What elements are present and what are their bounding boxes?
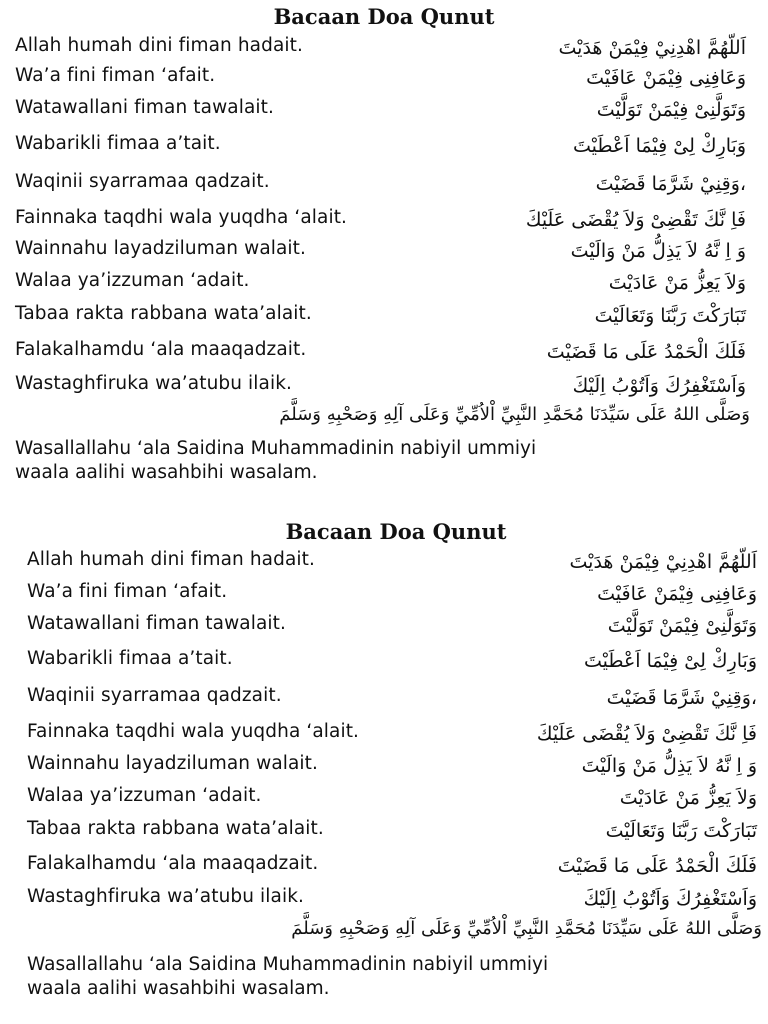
latin-text: Tabaa rakta rabbana wata’alait. [27,818,324,839]
arabic-salawat: وَصَلَّى اللهُ عَلَى سَيِّدَنَا مُحَمَّدِ النَّبِيِّ اْلاُمِّيِّ وَعَلَى آلِهِ وَصَحْبِهِ وَسَلَّمَ [279,404,750,425]
prayer-line [0,853,768,887]
latin-text: Allah humah dini fiman hadait. [15,35,303,56]
arabic-text: فَلَكَ الْحَمْدُ عَلَى مَا قَضَيْتَ [546,341,746,363]
latin-text: Waqinii syarramaa qadzait. [27,685,282,706]
latin-text: Wa’a fini fiman ‘afait. [15,65,216,86]
arabic-text: وَتَوَلَّنِىْ فِيْمَنْ تَوَلَّيْتَ [596,99,746,121]
prayer-line [0,133,768,167]
prayer-line [0,35,768,69]
arabic-salawat: وَصَلَّى اللهُ عَلَى سَيِّدَنَا مُحَمَّدِ النَّبِيِّ اْلاُمِّيِّ وَعَلَى آلِهِ وَصَحْبِهِ وَسَلَّمَ [291,918,762,939]
closing-transliteration [15,437,536,485]
prayer-line [0,613,768,647]
prayer-line [0,373,768,407]
closing-line: waala aalihi wasahbihi wasalam. [27,978,330,999]
latin-text: Watawallani fiman tawalait. [27,613,286,634]
arabic-text: وَتَوَلَّنِىْ فِيْمَنْ تَوَلَّيْتَ [607,615,757,637]
closing-line: Wasallallahu ‘ala Saidina Muhammadinin nabiyil ummiyi [15,438,537,459]
arabic-text: اَللّهُمَّ اهْدِنِيْ فِيْمَنْ هَدَيْتَ [569,551,757,573]
arabic-text: وَاَسْتَغْفِرُكَ وَاَتُوْبُ اِلَيْكَ [572,375,746,397]
latin-text: Falakalhamdu ‘ala maaqadzait. [27,853,319,874]
arabic-text: فَاِ نَّكَ تَقْضِىْ وَلاَ يُقْضَى عَلَيْكَ [536,723,757,745]
arabic-text: ،وَقِنِيْ شَرَّمَا قَضَيْتَ [595,173,746,195]
latin-text: Falakalhamdu ‘ala maaqadzait. [15,339,307,360]
latin-text: Watawallani fiman tawalait. [15,97,274,118]
prayer-line [0,270,768,304]
prayer-line [0,238,768,272]
salawat-line [0,404,768,438]
arabic-text: تَبَارَكْتَ رَبَّنَا وَتَعَالَيْتَ [605,820,757,842]
arabic-text: اَللّهُمَّ اهْدِنِيْ فِيْمَنْ هَدَيْتَ [558,37,746,59]
arabic-text: وَ اِ نَّهُ لاَ يَذِلُّ مَنْ وَالَيْتَ [570,240,746,262]
latin-text: Wa’a fini fiman ‘afait. [27,581,228,602]
arabic-text: فَاِ نَّكَ تَقْضِىْ وَلاَ يُقْضَى عَلَيْكَ [525,209,746,231]
prayer-line [0,685,768,719]
prayer-line [0,785,768,819]
prayer-line [0,581,768,615]
prayer-line [0,207,768,241]
section-title: Bacaan Doa Qunut [273,4,495,29]
latin-text: Walaa ya’izzuman ‘adait. [27,785,262,806]
latin-text: Fainnaka taqdhi wala yuqdha ‘alait. [27,721,360,742]
latin-text: Tabaa rakta rabbana wata’alait. [15,303,312,324]
prayer-line [0,303,768,337]
prayer-line [0,753,768,787]
prayer-line [0,721,768,755]
latin-text: Walaa ya’izzuman ‘adait. [15,270,250,291]
arabic-text: وَاَسْتَغْفِرُكَ وَاَتُوْبُ اِلَيْكَ [583,888,757,910]
latin-text: Wastaghfiruka wa’atubu ilaik. [15,373,292,394]
arabic-text: وَ اِ نَّهُ لاَ يَذِلُّ مَنْ وَالَيْتَ [581,755,757,777]
latin-text: Wabarikli fimaa a’tait. [27,648,233,669]
arabic-text: وَبَارِكْ لِىْ فِيْمَا اَعْطَيْتَ [572,135,746,157]
prayer-line [0,648,768,682]
arabic-text: فَلَكَ الْحَمْدُ عَلَى مَا قَضَيْتَ [557,855,757,877]
latin-text: Wastaghfiruka wa’atubu ilaik. [27,886,304,907]
closing-transliteration [27,953,548,1001]
arabic-text: تَبَارَكْتَ رَبَّنَا وَتَعَالَيْتَ [594,305,746,327]
latin-text: Wabarikli fimaa a’tait. [15,133,221,154]
arabic-text: وَلاَ يَعِزُّ مَنْ عَادَيْتَ [619,787,757,809]
prayer-line [0,886,768,920]
closing-line: Wasallallahu ‘ala Saidina Muhammadinin nabiyil ummiyi [27,954,549,975]
prayer-line [0,549,768,583]
arabic-text: ،وَقِنِيْ شَرَّمَا قَضَيْتَ [606,687,757,709]
latin-text: Allah humah dini fiman hadait. [27,549,315,570]
closing-line: waala aalihi wasahbihi wasalam. [15,462,318,483]
latin-text: Fainnaka taqdhi wala yuqdha ‘alait. [15,207,348,228]
latin-text: Wainnahu layadziluman walait. [15,238,307,259]
arabic-text: وَعَافِنِى فِيْمَنْ عَافَيْتَ [597,583,757,605]
arabic-text: وَبَارِكْ لِىْ فِيْمَا اَعْطَيْتَ [583,650,757,672]
prayer-line [0,171,768,205]
arabic-text: وَلاَ يَعِزُّ مَنْ عَادَيْتَ [608,272,746,294]
latin-text: Wainnahu layadziluman walait. [27,753,319,774]
prayer-line [0,65,768,99]
salawat-line [0,918,768,952]
prayer-line [0,97,768,131]
prayer-line [0,339,768,373]
latin-text: Waqinii syarramaa qadzait. [15,171,270,192]
section-title: Bacaan Doa Qunut [285,519,507,544]
prayer-line [0,818,768,852]
arabic-text: وَعَافِنِى فِيْمَنْ عَافَيْتَ [586,67,746,89]
